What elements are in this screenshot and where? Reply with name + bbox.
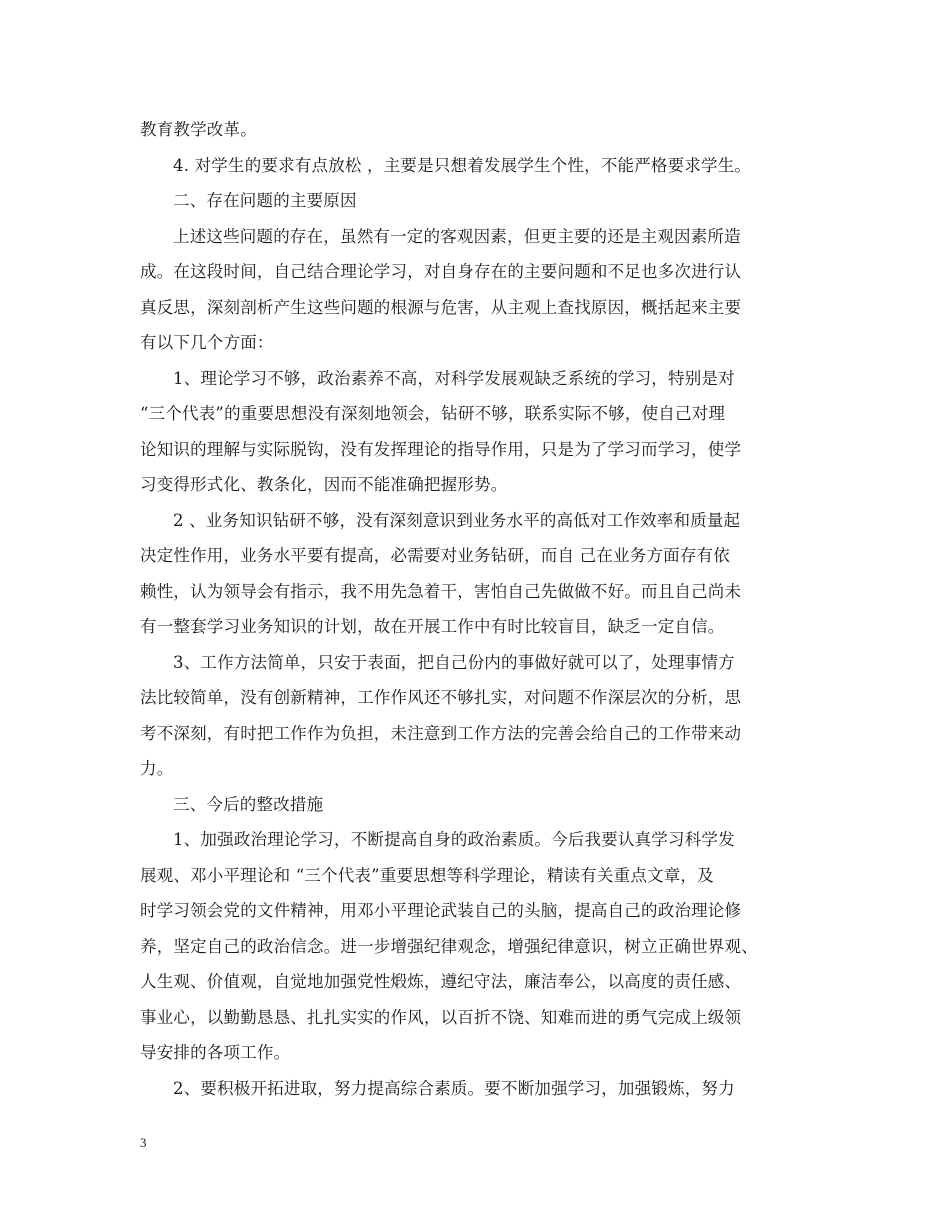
section-heading: 二、存在问题的主要原因 bbox=[173, 191, 357, 210]
text-line: 赖性，认为领导会有指示，我不用先急着干，害怕自己先做做不好。而且自己尚未 bbox=[140, 581, 742, 601]
text-line: 考不深刻，有时把工作作为负担，未注意到工作方法的完善会给自己的工作带来动 bbox=[140, 723, 742, 743]
text-line: 时学习领会党的文件精神，用邓小平理论武装自己的头脑，提高自己的政治理论修 bbox=[140, 901, 742, 920]
text-line: 力。 bbox=[140, 759, 174, 778]
text-line: 2 、业务知识钻研不够，没有深刻意识到业务水平的高低对工作效率和质量起 bbox=[173, 510, 741, 530]
text-line: 导安排的各项工作。 bbox=[140, 1043, 291, 1062]
section-heading: 三、今后的整改措施 bbox=[173, 794, 324, 814]
text-line: 有一整套学习业务知识的计划，故在开展工作中有时比较盲目，缺乏一定自信。 bbox=[140, 617, 725, 636]
text-line: 有以下几个方面： bbox=[140, 333, 274, 352]
text-line: 2、要积极开拓进取，努力提高综合素质。要不断加强学习，加强锻炼，努力 bbox=[173, 1078, 735, 1098]
text-line: 人生观、价值观，自觉地加强党性煅炼，遵纪守法，廉洁奉公，以高度的责任感、 bbox=[140, 972, 742, 991]
text-line: 展观、邓小平理论和 “三个代表”重要思想等科学理论，精读有关重点文章，及 bbox=[140, 865, 714, 885]
text-line: 决定性作用，业务水平要有提高，必需要对业务钻研，而自 己在业务方面存有依 bbox=[140, 546, 730, 565]
text-line: 1、加强政治理论学习，不断提高自身的政治素质。今后我要认真学习科学发 bbox=[173, 830, 735, 849]
text-line: 3、工作方法简单，只安于表面，把自己份内的事做好就可以了，处理事情方 bbox=[173, 652, 735, 672]
text-line: 教育教学改革。 bbox=[140, 120, 257, 139]
text-line: 习变得形式化、教条化，因而不能准确把握形势。 bbox=[140, 475, 508, 494]
text-line: 成。在这段时间，自己结合理论学习，对自身存在的主要问题和不足也多次进行认 bbox=[140, 262, 742, 281]
text-line: 事业心，以勤勤恳恳、扎扎实实的作风，以百折不饶、知难而进的勇气完成上级领 bbox=[140, 1007, 742, 1027]
text-line: 1、理论学习不够，政治素养不高，对科学发展观缺乏系统的学习，特别是对 bbox=[173, 368, 735, 388]
text-line: 上述这些问题的存在，虽然有一定的客观因素，但更主要的还是主观因素所造 bbox=[173, 226, 741, 246]
text-line: 4. 对学生的要求有点放松 ，主要是只想着发展学生个性，不能严格要求学生。 bbox=[173, 155, 752, 175]
text-line: 养，坚定自己的政治信念。进一步增强纪律观念，增强纪律意识，树立正确世界观、 bbox=[140, 936, 758, 956]
body-text bbox=[140, 112, 812, 1106]
page-number: 3 bbox=[140, 1135, 147, 1150]
text-line: 论知识的理解与实际脱钩，没有发挥理论的指导作用，只是为了学习而学习，使学 bbox=[140, 439, 742, 459]
text-line: 法比较简单，没有创新精神，工作作风还不够扎实，对问题不作深层次的分析，思 bbox=[140, 688, 742, 707]
text-line: “三个代表”的重要思想没有深刻地领会，钻研不够，联系实际不够，使自己对理 bbox=[140, 404, 726, 423]
text-line: 真反思，深刻剖析产生这些问题的根源与危害，从主观上查找原因，概括起来主要 bbox=[140, 297, 742, 317]
